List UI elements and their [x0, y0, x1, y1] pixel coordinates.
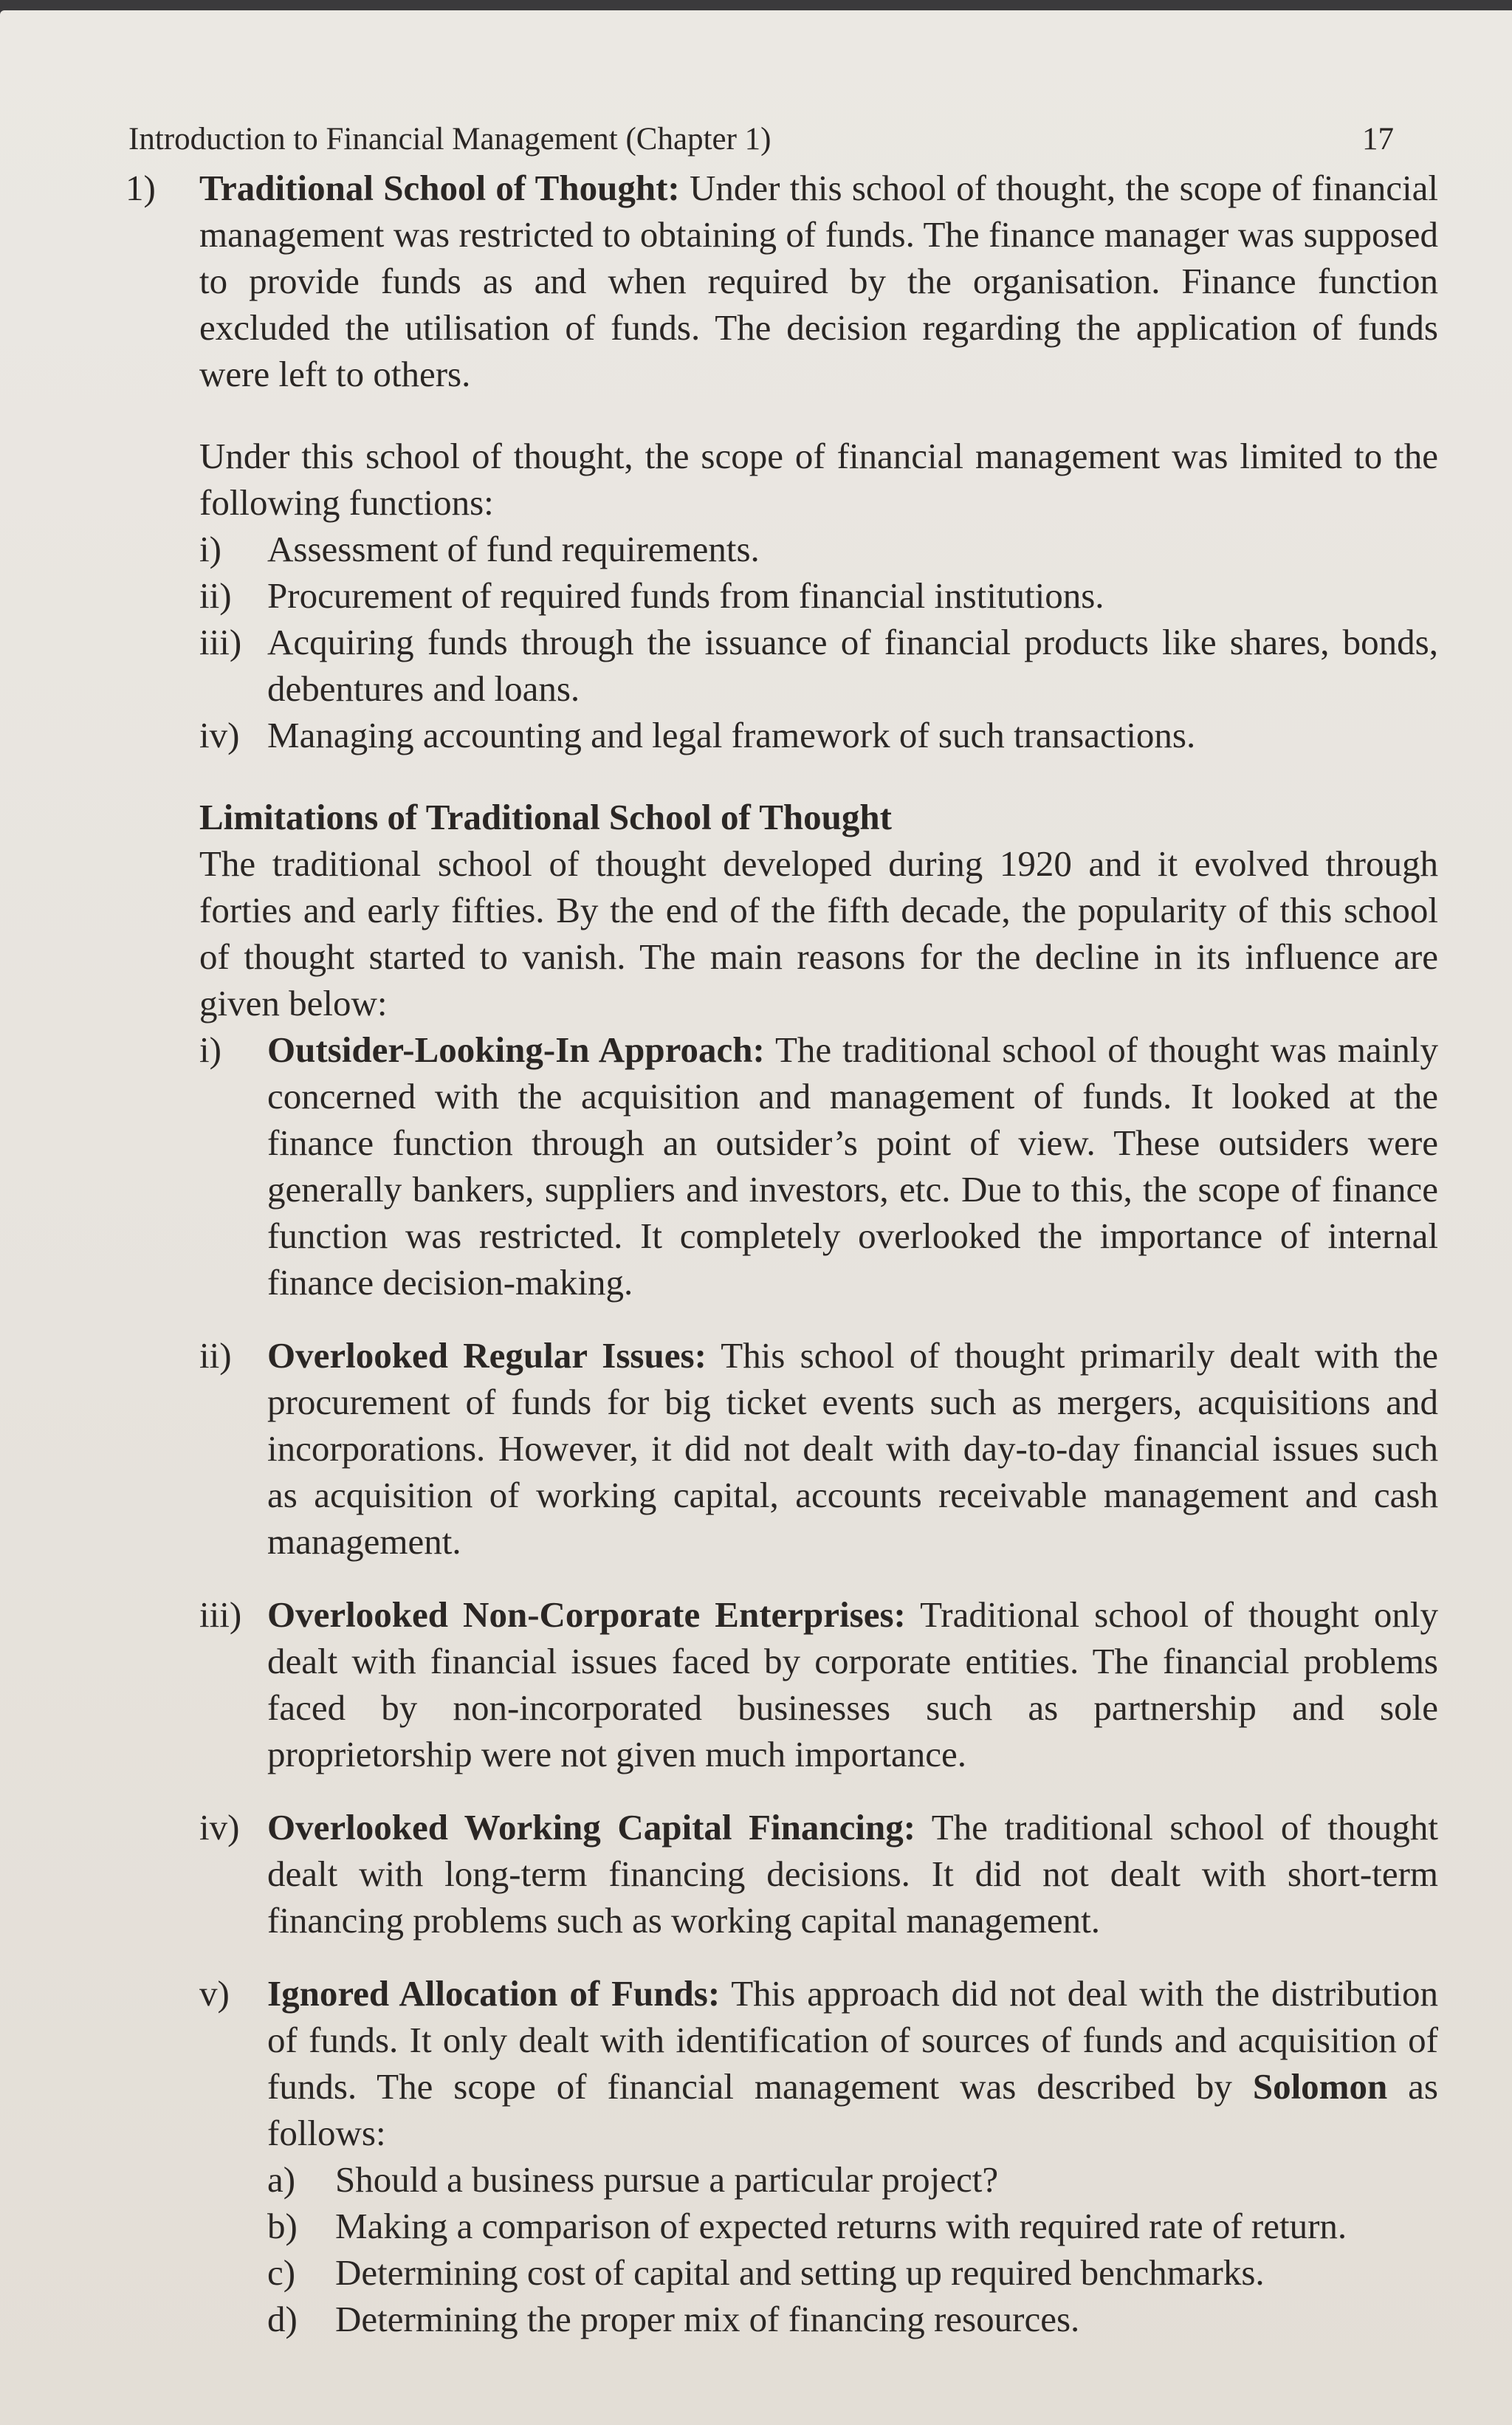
- page-number: 17: [1362, 122, 1394, 157]
- list-item: iii) Overlooked Non-Corporate Enterprises: Traditional school of thought only dealt with financial issues faced by corporate entities. The financial problems faced by non-incorporated businesses such as partnership and sole proprietorship were not given much importance.: [199, 1594, 1438, 1774]
- list-item: i) Outsider-Looking-In Approach: The traditional school of thought was mainly concerned with the acquisition and management of funds. It looked at the finance function through an outsider’s point of view. These outsiders were generally bankers, suppliers and investors, etc. Due to this, the scope of finance function was restricted. It completely overlooked the importance of internal finance decision-making.: [199, 1029, 1438, 1303]
- scope-lead-paragraph: Under this school of thought, the scope of financial management was limited to the following functions:: [199, 436, 1438, 523]
- list-item: iii) Acquiring funds through the issuance of financial products like shares, bonds, debentures and loans.: [199, 622, 1438, 709]
- book-page: [0, 10, 1512, 2425]
- section-number: 1): [126, 168, 156, 208]
- running-header: [126, 121, 1438, 157]
- list-item: ii) Overlooked Regular Issues: This school of thought primarily dealt with the procurement of funds for big ticket events such as mergers, acquisitions and incorporations. However, it did not dealt with day-to-day financial issues such as acquisition of working capital, accounts receivable management and cash management.: [199, 1335, 1439, 1562]
- section-body: [199, 165, 1438, 2342]
- list-item: c) Determining cost of capital and setting up required benchmarks.: [267, 2252, 1265, 2293]
- section-intro-text: Under this school of thought, the scope of financial management was restricted to obtaining of funds. The finance manager was supposed to provide funds as and when required by the organisation. Finance function excluded the utilisation of funds. The decision regarding the application of funds were left to others.: [199, 168, 1439, 394]
- author-name: Solomon: [1252, 2066, 1388, 2107]
- limitations-list: [199, 1026, 1438, 2342]
- limitations-heading: Limitations of Traditional School of Thought: [199, 797, 892, 837]
- list-item: iv) Managing accounting and legal framework of such transactions.: [199, 715, 1196, 755]
- list-item: ii) Procurement of required funds from financial institutions.: [199, 575, 1104, 616]
- questions-list: [267, 2156, 1438, 2342]
- chapter-title: Introduction to Financial Management (Chapter 1): [128, 122, 772, 157]
- list-item: d) Determining the proper mix of financing resources.: [267, 2299, 1080, 2339]
- section-heading: Traditional School of Thought:: [199, 168, 680, 208]
- list-item: b) Making a comparison of expected returns with required rate of return.: [267, 2206, 1347, 2246]
- limitations-intro-paragraph: The traditional school of thought developed during 1920 and it evolved through forties and early fifties. By the end of the fifth decade, the popularity of this school of thought started to vanish. The main reasons for the decline in its influence are given below:: [199, 843, 1438, 1023]
- section-intro-paragraph: [199, 165, 1438, 397]
- list-item: a) Should a business pursue a particular project?: [267, 2159, 999, 2200]
- functions-list: [199, 526, 1438, 758]
- list-item: iv) Overlooked Working Capital Financing: The traditional school of thought dealt with long-term financing decisions. It did not dealt with short-term financing problems such as working capital management.: [199, 1807, 1438, 1941]
- list-item: v) Ignored Allocation of Funds: This approach did not deal with the distribution of funds. It only dealt with identification of sources of funds and acquisition of funds. The scope of financial management was described by Solomon as follows: a) Should a business pursue a particular project? b) Making a comparison of expected returns with required rate of return. c) Determining cost of capital and setting up required benchmarks. d) Determining the proper mix of financing resources.: [199, 1970, 1438, 2342]
- list-item: i) Assessment of fund requirements.: [199, 529, 760, 569]
- section-traditional-school: [126, 165, 1438, 2342]
